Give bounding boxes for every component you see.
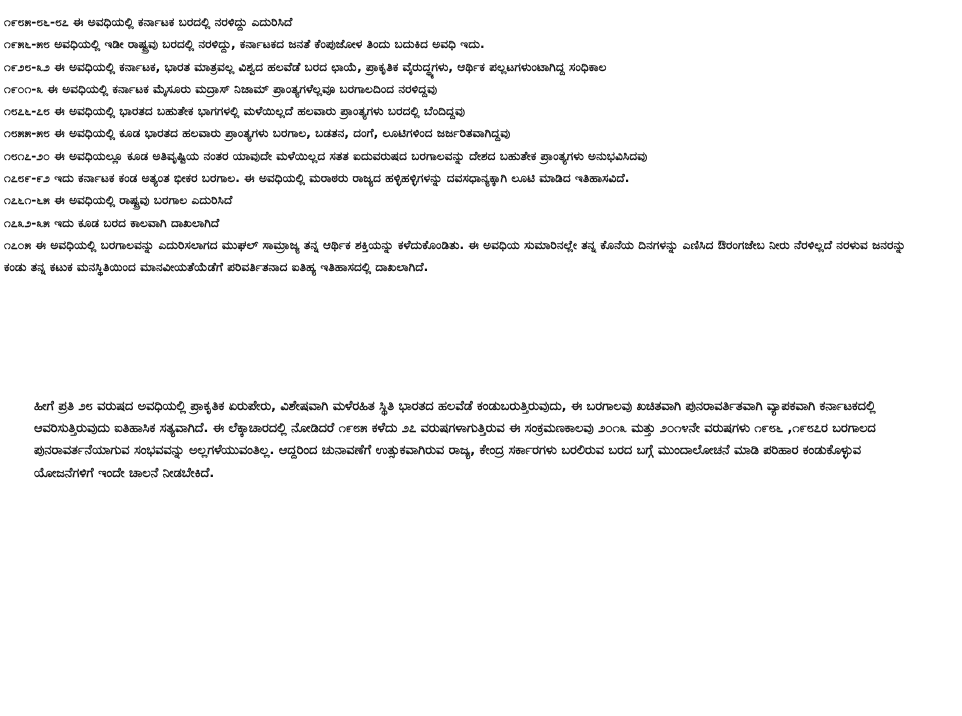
timeline-entry: ೧೯೨೮-೩೨ ಈ ಅವಧಿಯಲ್ಲಿ ಕರ್ನಾಟಕ, ಭಾರತ ಮಾತ್ರವಲ್ಲ ವಿಶ್ವದ ಹಲವೆಡೆ ಬರದ ಛಾಯೆ, ಪ್ರಾಕೃತಿಕ ವೈರುದ್ಧ್ಯಗಳು, ಆರ್ಥಿಕ ಪಲ್ಲಟಗಳುಂಟಾಗಿದ್ದ ಸಂಧಿಕಾಲ bbox=[4, 59, 607, 74]
drought-timeline bbox=[4, 11, 922, 279]
timeline-entry: ೧೮೭೬-೭೮ ಈ ಅವಧಿಯಲ್ಲಿ ಭಾರತದ ಬಹುತೇಕ ಭಾಗಗಳಲ್ಲಿ ಮಳೆಯಿಲ್ಲದೆ ಹಲವಾರು ಪ್ರಾಂತ್ಯಗಳು ಬರದಲ್ಲಿ ಬೆಂದಿದ್ದವು bbox=[4, 104, 465, 119]
timeline-entry: ೧೮೫೫-೫೮ ಈ ಅವಧಿಯಲ್ಲಿ ಕೂಡ ಭಾರತದ ಹಲವಾರು ಪ್ರಾಂತ್ಯಗಳು ಬರಗಾಲ, ಬಡತನ, ದಂಗೆ, ಲೂಟಿಗಳಿಂದ ಜರ್ಜರಿತವಾಗಿದ್ದವು bbox=[4, 126, 511, 141]
timeline-entry: ೧೭೮೯-೯೨ ಇದು ಕರ್ನಾಟಕ ಕಂಡ ಅತ್ಯಂತ ಭೀಕರ ಬರಗಾಲ. ಈ ಅವಧಿಯಲ್ಲಿ ಮರಾಠರು ರಾಜ್ಯದ ಹಳ್ಳಿಹಳ್ಳಿಗಳನ್ನು ದವಸಧಾನ್ಯಕ್ಕಾಗಿ ಲೂಟಿ ಮಾಡಿದ ಇತಿಹಾಸವಿದೆ. bbox=[4, 171, 630, 186]
timeline-entry: ೧೭೦೫ ಈ ಅವಧಿಯಲ್ಲಿ ಬರಗಾಲವನ್ನು ಎದುರಿಸಲಾಗದ ಮುಘಲ್ ಸಾಮ್ರಾಜ್ಯ ತನ್ನ ಆರ್ಥಿಕ ಶಕ್ತಿಯನ್ನು ಕಳೆದುಕೊಂಡಿತು. ಈ ಅವಧಿಯ ಸುಮಾರಿನಲ್ಲೇ ತನ್ನ ಕೊನೆಯ ದಿನಗಳನ್ನು ಎಣಿಸಿದ ಔರಂಗಜೇಬ ನೀರು ನೆರಳಿಲ್ಲದೆ ನರಳುವ ಜನರನ್ನು ಕಂಡು ತನ್ನ ಕಟುಕ ಮನಸ್ಥಿತಿಯಿಂದ ಮಾನವೀಯತೆಯೆಡೆಗೆ ಪರಿವರ್ತಿತನಾದ ಐತಿಹ್ಯ ಇತಿಹಾಸದಲ್ಲಿ ದಾಖಲಾಗಿದೆ. bbox=[4, 237, 906, 275]
timeline-entry: ೧೯೫೬-೫೮ ಅವಧಿಯಲ್ಲಿ ಇಡೀ ರಾಷ್ಟ್ರವು ಬರದಲ್ಲಿ ನರಳಿದ್ದು, ಕರ್ನಾಟಕದ ಜನತೆ ಕೆಂಪುಜೋಳ ತಿಂದು ಬದುಕಿದ ಅವಧಿ ಇದು. bbox=[4, 37, 485, 52]
timeline-entry: ೧೭೩೨-೩೫ ಇದು ಕೂಡ ಬರದ ಕಾಲವಾಗಿ ದಾಖಲಾಗಿದೆ bbox=[4, 215, 220, 230]
timeline-entry: ೧೯೮೫-೮೬-೮೭ ಈ ಅವಧಿಯಲ್ಲಿ ಕರ್ನಾಟಕ ಬರದಲ್ಲಿ ನರಳಿದ್ದು ಎದುರಿಸಿದೆ bbox=[4, 15, 293, 29]
timeline-entry: ೧೭೬೧-೬೫ ಈ ಅವಧಿಯಲ್ಲಿ ರಾಷ್ಟ್ರವು ಬರಗಾಲ ಎದುರಿಸಿದೆ bbox=[4, 193, 233, 208]
summary-paragraph: ಹೀಗೆ ಪ್ರತಿ ೨೮ ವರುಷದ ಅವಧಿಯಲ್ಲಿ ಪ್ರಾಕೃತಿಕ ಏರುಪೇರು, ವಿಶೇಷವಾಗಿ ಮಳೆರಹಿತ ಸ್ಥಿತಿ ಭಾರತದ ಹಲವೆಡೆ ಕಂಡುಬರುತ್ತಿರುವುದು, ಈ ಬರಗಾಲವು ಖಚಿತವಾಗಿ ಪುನರಾವರ್ತಿತವಾಗಿ ವ್ಯಾಪಕವಾಗಿ ಕರ್ನಾಟಕದಲ್ಲಿ ಆವರಿಸುತ್ತಿರುವುದು ಐತಿಹಾಸಿಕ ಸತ್ಯವಾಗಿದೆ. ಈ ಲೆಕ್ಕಾಚಾರದಲ್ಲಿ ನೋಡಿದರೆ ೧೯೮೫ ಕಳೆದು ೨೭ ವರುಷಗಳಾಗುತ್ತಿರುವ ಈ ಸಂಕ್ರಮಣಕಾಲವು ೨೦೧೩ ಮತ್ತು ೨೦೧೪ನೇ ವರುಷಗಳು ೧೯೮೬ ,೧೯೮೭ರ ಬರಗಾಲದ ಪುನರಾವರ್ತನೆಯಾಗುವ ಸಂಭವವನ್ನು ಅಲ್ಲಗಳೆಯುವಂತಿಲ್ಲ. ಆದ್ದರಿಂದ ಚುನಾವಣೆಗೆ ಉತ್ಸುಕವಾಗಿರುವ ರಾಜ್ಯ, ಕೇಂದ್ರ ಸರ್ಕಾರಗಳು ಬರಲಿರುವ ಬರದ ಬಗ್ಗೆ ಮುಂದಾಲೋಚನೆ ಮಾಡಿ ಪರಿಹಾರ ಕಂಡುಕೊಳ್ಳುವ ಯೋಜನೆಗಳಿಗೆ ಇಂದೇ ಚಾಲನೆ ನೀಡಬೇಕಿದೆ. bbox=[34, 399, 876, 481]
timeline-entry: ೧೯೦೧-೩ ಈ ಅವಧಿಯಲ್ಲಿ ಕರ್ನಾಟಕ ಮೈಸೂರು ಮದ್ರಾಸ್ ನಿಜಾಮ್ ಪ್ರಾಂತ್ಯಗಳೆಲ್ಲವೂ ಬರಗಾಲದಿಂದ ನರಳಿದ್ದವು bbox=[4, 81, 438, 96]
timeline-entry: ೧೮೧೭-೨೦ ಈ ಅವಧಿಯಲ್ಲೂ ಕೂಡ ಅತಿವೃಷ್ಟಿಯ ನಂತರ ಯಾವುದೇ ಮಳೆಯಿಲ್ಲದ ಸತತ ಐದುವರುಷದ ಬರಗಾಲವನ್ನು ದೇಶದ ಬಹುತೇಕ ಪ್ರಾಂತ್ಯಗಳು ಅನುಭವಿಸಿದವು bbox=[4, 148, 648, 163]
